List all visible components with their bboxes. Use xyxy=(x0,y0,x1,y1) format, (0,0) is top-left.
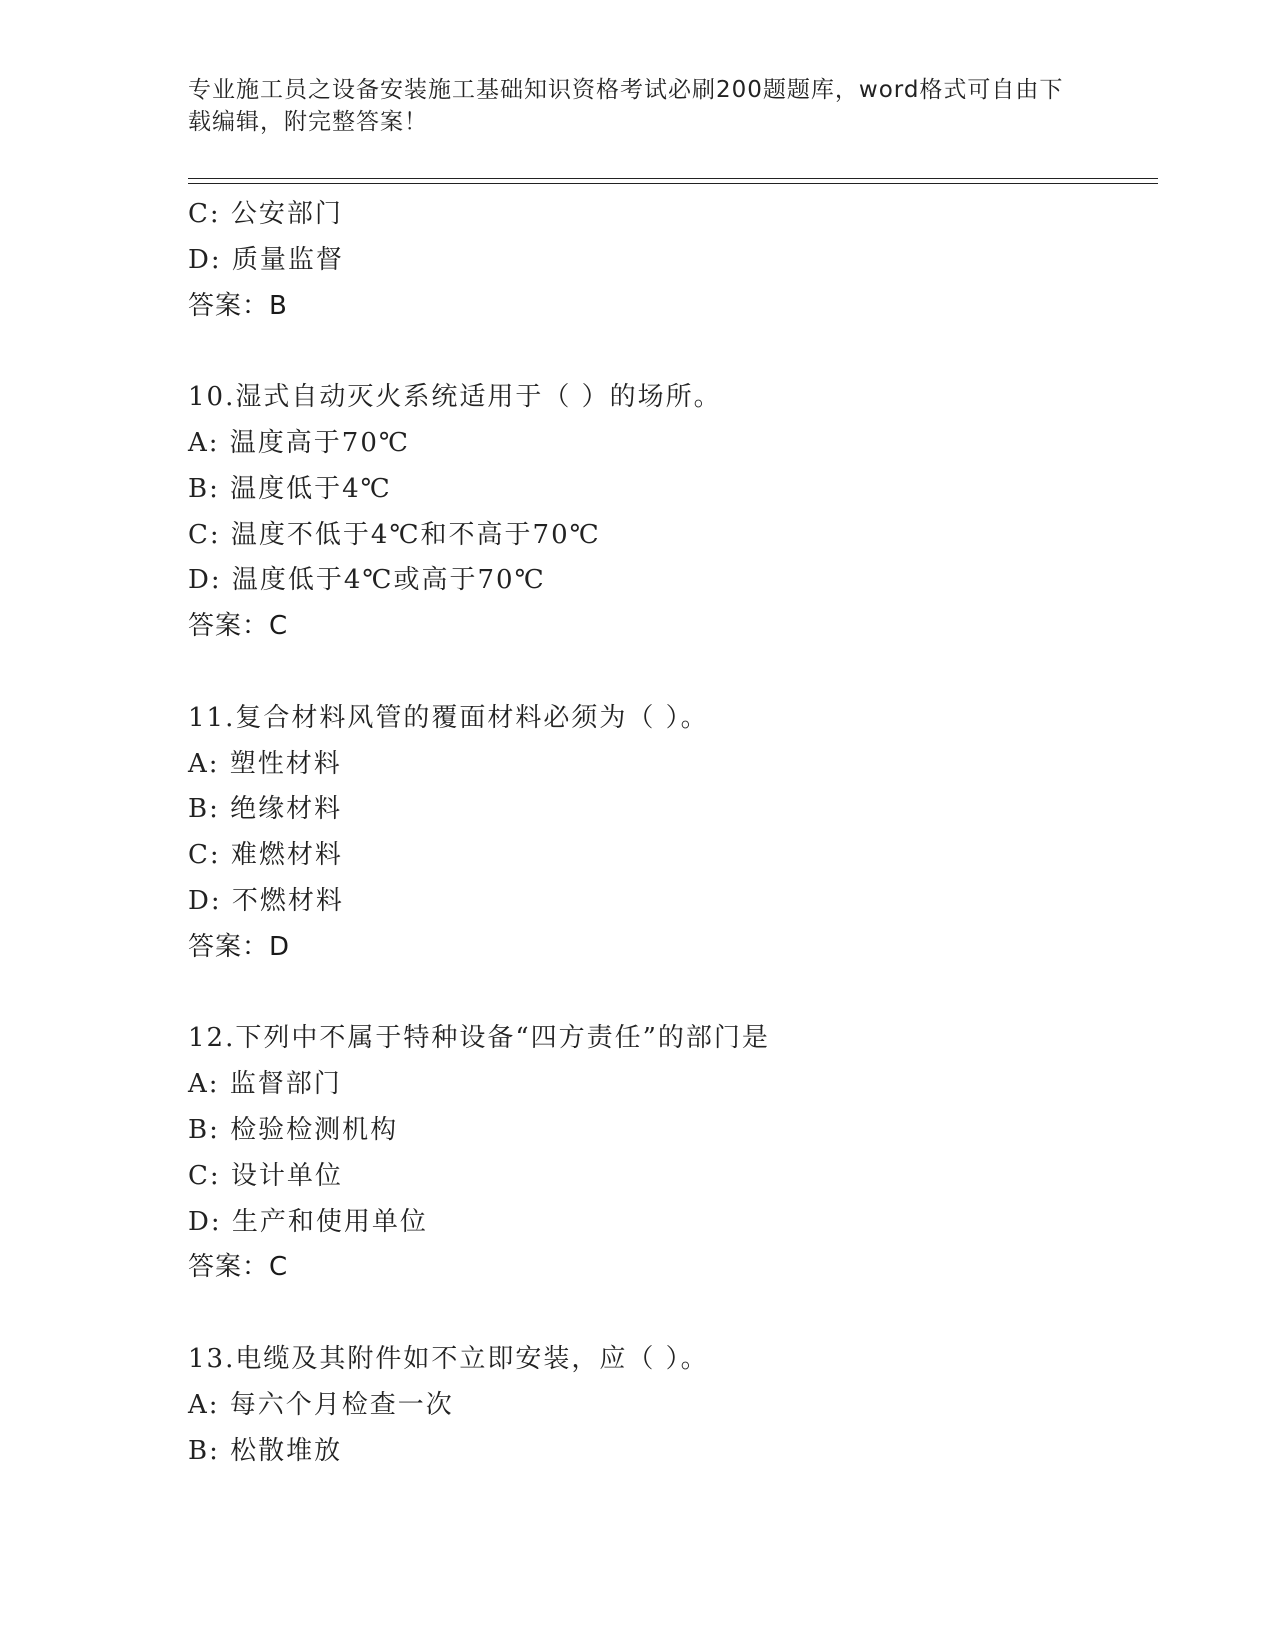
question-stem: 11.复合材料风管的覆面材料必须为（ ）。 xyxy=(188,702,709,733)
option-a: A: 监督部门 xyxy=(188,1069,342,1100)
option-c: C: 难燃材料 xyxy=(188,840,343,871)
option-a: A: 塑性材料 xyxy=(188,748,342,779)
question-stem: 13.电缆及其附件如不立即安装，应（ ）。 xyxy=(188,1343,709,1374)
option-c: C: 温度不低于4℃和不高于70℃ xyxy=(188,519,601,550)
question-fragment xyxy=(188,192,1158,329)
option-a: A: 每六个月检查一次 xyxy=(188,1389,454,1420)
question-block xyxy=(188,1337,1158,1474)
option-c: C: 公安部门 xyxy=(188,199,343,229)
answer-line: 答案：C xyxy=(188,611,289,642)
question-stem: 12.下列中不属于特种设备“四方责任”的部门是 xyxy=(188,1023,770,1054)
option-b: B: 绝缘材料 xyxy=(188,794,343,825)
question-block xyxy=(188,696,1158,971)
option-b: B: 检验检测机构 xyxy=(188,1114,399,1145)
spacer xyxy=(188,1291,1158,1337)
option-c: C: 设计单位 xyxy=(188,1160,343,1191)
question-block xyxy=(188,1016,1158,1291)
spacer xyxy=(188,329,1158,375)
option-d: D: 生产和使用单位 xyxy=(188,1206,428,1237)
question-block xyxy=(188,375,1158,650)
header-divider-top xyxy=(188,178,1158,179)
question-stem: 10.湿式自动灭火系统适用于（ ）的场所。 xyxy=(188,382,722,413)
header-divider-bottom xyxy=(188,183,1158,184)
answer-line: 答案：B xyxy=(188,290,288,321)
option-d: D: 温度低于4℃或高于70℃ xyxy=(188,565,546,596)
document-header: 专业施工员之设备安装施工基础知识资格考试必刷200题题库，word格式可自由下载编辑，附完整答案！ xyxy=(188,77,1064,135)
option-d: D: 质量监督 xyxy=(188,244,344,275)
option-d: D: 不燃材料 xyxy=(188,885,344,916)
answer-line: 答案：C xyxy=(188,1252,289,1283)
spacer xyxy=(188,650,1158,696)
option-b: B: 温度低于4℃ xyxy=(188,473,392,504)
answer-line: 答案：D xyxy=(188,931,291,962)
question-list xyxy=(188,192,1158,1474)
spacer xyxy=(188,971,1158,1017)
option-a: A: 温度高于70℃ xyxy=(188,427,410,458)
option-b: B: 松散堆放 xyxy=(188,1435,343,1466)
